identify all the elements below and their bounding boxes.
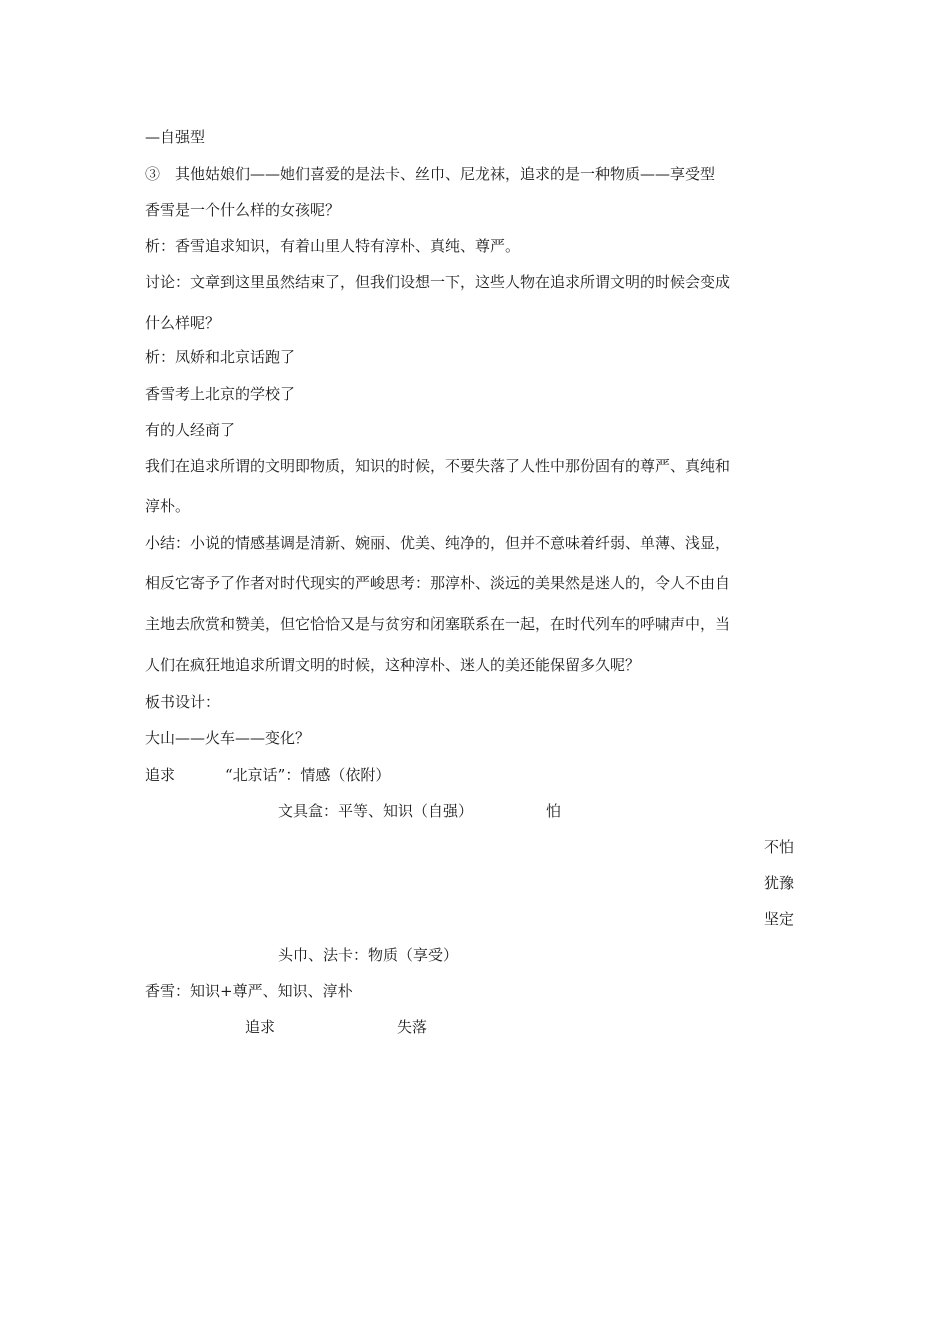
board-pursue-label: 追求 (145, 766, 176, 784)
text-line: 香雪是一个什么样的女孩呢？ (145, 201, 341, 219)
board-toujin: 头巾、法卡：物质（享受） (278, 946, 459, 964)
board-xiangxue: 香雪：知识+尊严、知识、淳朴 (145, 982, 353, 1000)
board-bupa: 不怕 (764, 838, 795, 856)
text-line: 大山——火车——变化？ (145, 729, 311, 747)
text-line: 析：香雪追求知识，有着山里人特有淳朴、真纯、尊严。 (145, 237, 521, 255)
board-wenjuhe: 文具盒：平等、知识（自强） (278, 802, 474, 820)
text-line: 主地去欣赏和赞美，但它恰恰又是与贫穷和闭塞联系在一起，在时代列车的呼啸声中，当 (145, 615, 731, 633)
board-pursue-bottom: 追求 (245, 1018, 276, 1036)
text-line: ③ 其他姑娘们——她们喜爱的是法卡、丝巾、尼龙袜，追求的是一种物质——享受型 (145, 165, 716, 183)
board-jianding: 坚定 (764, 910, 795, 928)
board-youyu: 犹豫 (764, 874, 795, 892)
text-line: 小结：小说的情感基调是清新、婉丽、优美、纯净的，但并不意味着纤弱、单薄、浅显， (145, 534, 731, 552)
text-line: 什么样呢？ (145, 314, 221, 332)
board-shiluo: 失落 (397, 1018, 428, 1036)
text-line: 板书设计： (145, 693, 221, 711)
text-line: 我们在追求所谓的文明即物质，知识的时候，不要失落了人性中那份固有的尊严、真纯和 (145, 457, 731, 475)
text-line: —自强型 (145, 128, 206, 146)
board-pa: 怕 (546, 802, 562, 820)
text-line: 淳朴。 (145, 497, 191, 515)
text-line: 相反它寄予了作者对时代现实的严峻思考：那淳朴、淡远的美果然是迷人的，令人不由自 (145, 574, 731, 592)
board-beijinghua: “北京话”：情感（依附） (225, 766, 391, 784)
text-line: 人们在疯狂地追求所谓文明的时候，这种淳朴、迷人的美还能保留多久呢？ (145, 656, 641, 674)
text-line: 有的人经商了 (145, 421, 236, 439)
text-line: 析：凤娇和北京话跑了 (145, 348, 296, 366)
text-line: 香雪考上北京的学校了 (145, 385, 296, 403)
text-line: 讨论：文章到这里虽然结束了，但我们设想一下，这些人物在追求所谓文明的时候会变成 (145, 273, 731, 291)
